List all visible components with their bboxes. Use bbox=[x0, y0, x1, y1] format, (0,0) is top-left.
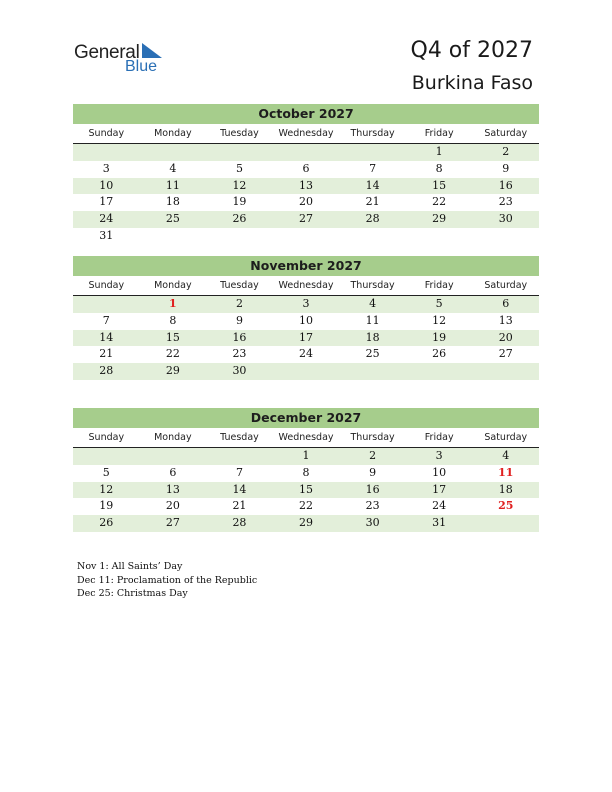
weekday-label: Monday bbox=[154, 128, 192, 139]
weekday-header-row bbox=[73, 126, 539, 144]
date-cell: 26 bbox=[432, 347, 447, 361]
weekday-label: Thursday bbox=[350, 432, 395, 443]
date-cell: 5 bbox=[435, 297, 443, 310]
date-cell: 31 bbox=[99, 228, 114, 242]
date-cell: 6 bbox=[502, 297, 510, 310]
weekday-label: Friday bbox=[424, 128, 454, 139]
weekday-label: Wednesday bbox=[278, 128, 334, 139]
date-cell: 28 bbox=[365, 212, 380, 226]
week-row bbox=[73, 346, 539, 363]
date-cell: 2 bbox=[502, 145, 510, 158]
week-row bbox=[73, 515, 539, 532]
date-cell: 19 bbox=[99, 499, 114, 513]
week-row bbox=[73, 330, 539, 347]
week-row bbox=[73, 313, 539, 330]
month-title: October 2027 bbox=[73, 104, 539, 124]
date-cell: 1 bbox=[435, 145, 443, 158]
date-cell: 10 bbox=[99, 178, 114, 192]
date-cell: 16 bbox=[365, 482, 380, 496]
date-cell: 18 bbox=[165, 195, 180, 209]
date-cell: 29 bbox=[165, 364, 180, 378]
weekday-label: Thursday bbox=[350, 128, 395, 139]
date-cell: 17 bbox=[432, 482, 447, 496]
week-row bbox=[73, 194, 539, 211]
weekday-label: Tuesday bbox=[220, 280, 259, 291]
date-cell: 23 bbox=[365, 499, 380, 513]
date-cell: 30 bbox=[365, 516, 380, 530]
date-cell bbox=[140, 228, 207, 245]
date-cell: 27 bbox=[165, 516, 180, 530]
date-cell: 26 bbox=[99, 516, 114, 530]
weekday-label: Saturday bbox=[484, 280, 528, 291]
date-cell: 28 bbox=[232, 516, 247, 530]
date-cell: 12 bbox=[232, 178, 247, 192]
holiday-notes bbox=[77, 560, 257, 601]
date-cell bbox=[406, 363, 473, 380]
date-cell: 10 bbox=[432, 465, 447, 479]
date-cell bbox=[140, 144, 207, 161]
date-cell: 9 bbox=[502, 161, 510, 175]
date-cell: 13 bbox=[165, 482, 180, 496]
date-cell: 5 bbox=[102, 465, 110, 479]
weekday-label: Sunday bbox=[88, 432, 125, 443]
week-row bbox=[73, 144, 539, 161]
page-title: Q4 of 2027 bbox=[410, 38, 533, 63]
date-cell bbox=[472, 363, 539, 380]
date-cell: 19 bbox=[232, 195, 247, 209]
date-cell bbox=[273, 228, 340, 245]
date-cell bbox=[206, 448, 273, 465]
date-cell: 20 bbox=[165, 499, 180, 513]
date-cell: 16 bbox=[498, 178, 513, 192]
date-cell: 16 bbox=[232, 330, 247, 344]
date-cell: 24 bbox=[432, 499, 447, 513]
date-cell: 17 bbox=[299, 330, 314, 344]
date-cell: 31 bbox=[432, 516, 447, 530]
weekday-label: Tuesday bbox=[220, 432, 259, 443]
date-cell: 17 bbox=[99, 195, 114, 209]
date-cell: 23 bbox=[498, 195, 513, 209]
weekday-label: Monday bbox=[154, 432, 192, 443]
date-cell: 8 bbox=[435, 161, 443, 175]
week-row bbox=[73, 178, 539, 195]
weekday-label: Monday bbox=[154, 280, 192, 291]
date-cell: 2 bbox=[369, 449, 377, 462]
weekday-header-row bbox=[73, 430, 539, 448]
week-row bbox=[73, 211, 539, 228]
date-cell: 20 bbox=[498, 330, 513, 344]
holiday-date-cell: 1 bbox=[169, 297, 177, 310]
date-cell: 30 bbox=[232, 364, 247, 378]
date-cell: 21 bbox=[232, 499, 247, 513]
weekday-label: Wednesday bbox=[278, 280, 334, 291]
month-title: November 2027 bbox=[73, 256, 539, 276]
month-calendar bbox=[73, 408, 539, 532]
date-cell: 25 bbox=[165, 212, 180, 226]
date-cell: 14 bbox=[99, 330, 114, 344]
date-cell: 2 bbox=[235, 297, 243, 310]
logo-triangle-icon bbox=[142, 43, 164, 59]
date-cell: 15 bbox=[165, 330, 180, 344]
month-title: December 2027 bbox=[73, 408, 539, 428]
date-cell: 7 bbox=[369, 161, 377, 175]
week-row bbox=[73, 161, 539, 178]
date-cell bbox=[273, 363, 340, 380]
holiday-date-cell: 11 bbox=[498, 465, 514, 479]
date-cell bbox=[339, 228, 406, 245]
date-cell: 18 bbox=[498, 482, 513, 496]
weekday-label: Sunday bbox=[88, 128, 125, 139]
date-cell: 27 bbox=[299, 212, 314, 226]
date-cell: 22 bbox=[432, 195, 447, 209]
date-cell: 18 bbox=[365, 330, 380, 344]
date-cell: 9 bbox=[235, 313, 243, 327]
date-cell bbox=[339, 144, 406, 161]
date-cell: 12 bbox=[432, 313, 447, 327]
date-cell bbox=[73, 296, 140, 313]
date-cell: 23 bbox=[232, 347, 247, 361]
week-row bbox=[73, 363, 539, 380]
date-cell bbox=[73, 448, 140, 465]
date-cell: 3 bbox=[302, 297, 310, 310]
weekday-label: Saturday bbox=[484, 432, 528, 443]
date-cell: 30 bbox=[498, 212, 513, 226]
date-cell: 6 bbox=[302, 161, 310, 175]
date-cell: 26 bbox=[232, 212, 247, 226]
holiday-note: Dec 11: Proclamation of the Republic bbox=[77, 574, 258, 586]
date-cell: 8 bbox=[169, 313, 177, 327]
date-cell bbox=[206, 228, 273, 245]
week-row bbox=[73, 482, 539, 499]
date-cell: 20 bbox=[299, 195, 314, 209]
date-cell: 7 bbox=[235, 465, 243, 479]
date-cell: 6 bbox=[169, 465, 177, 479]
date-cell: 21 bbox=[365, 195, 380, 209]
month-calendar bbox=[73, 256, 539, 380]
weekday-label: Wednesday bbox=[278, 432, 334, 443]
date-cell bbox=[206, 144, 273, 161]
date-cell: 21 bbox=[99, 347, 114, 361]
date-cell: 14 bbox=[365, 178, 380, 192]
date-cell: 8 bbox=[302, 465, 310, 479]
weekday-label: Sunday bbox=[88, 280, 125, 291]
date-cell: 15 bbox=[432, 178, 447, 192]
weekday-header-row bbox=[73, 278, 539, 296]
date-cell: 28 bbox=[99, 364, 114, 378]
date-cell: 29 bbox=[299, 516, 314, 530]
date-cell: 3 bbox=[435, 449, 443, 462]
date-cell bbox=[273, 144, 340, 161]
holiday-date-cell: 25 bbox=[498, 499, 514, 513]
date-cell: 13 bbox=[498, 313, 513, 327]
date-cell: 24 bbox=[299, 347, 314, 361]
date-cell: 4 bbox=[502, 449, 510, 462]
date-cell: 11 bbox=[165, 178, 180, 192]
weekday-label: Saturday bbox=[484, 128, 528, 139]
date-cell: 1 bbox=[302, 449, 310, 462]
date-cell: 11 bbox=[365, 313, 380, 327]
date-cell: 24 bbox=[99, 212, 114, 226]
weekday-label: Thursday bbox=[350, 280, 395, 291]
brand-logo bbox=[74, 42, 174, 78]
date-cell: 12 bbox=[99, 482, 114, 496]
logo-word-general: General bbox=[74, 42, 140, 63]
weekday-label: Friday bbox=[424, 280, 454, 291]
date-cell: 13 bbox=[299, 178, 314, 192]
date-cell bbox=[73, 144, 140, 161]
date-cell: 3 bbox=[102, 161, 110, 175]
date-cell: 10 bbox=[299, 313, 314, 327]
date-cell: 15 bbox=[299, 482, 314, 496]
date-cell: 27 bbox=[498, 347, 513, 361]
date-cell bbox=[339, 363, 406, 380]
date-cell: 4 bbox=[169, 161, 177, 175]
week-row bbox=[73, 448, 539, 465]
date-cell: 29 bbox=[432, 212, 447, 226]
week-row bbox=[73, 228, 539, 245]
week-row bbox=[73, 296, 539, 313]
date-cell: 22 bbox=[299, 499, 314, 513]
holiday-note: Nov 1: All Saints’ Day bbox=[77, 561, 183, 572]
date-cell bbox=[406, 228, 473, 245]
date-cell bbox=[472, 228, 539, 245]
week-row bbox=[73, 498, 539, 515]
date-cell: 14 bbox=[232, 482, 247, 496]
date-cell: 22 bbox=[165, 347, 180, 361]
weekday-label: Tuesday bbox=[220, 128, 259, 139]
date-cell bbox=[472, 515, 539, 532]
date-cell bbox=[140, 448, 207, 465]
date-cell: 25 bbox=[365, 347, 380, 361]
date-cell: 7 bbox=[102, 313, 110, 327]
date-cell: 19 bbox=[432, 330, 447, 344]
date-cell: 9 bbox=[369, 465, 377, 479]
logo-word-blue: Blue bbox=[125, 58, 158, 75]
date-cell: 5 bbox=[235, 161, 243, 175]
week-row bbox=[73, 465, 539, 482]
month-calendar bbox=[73, 104, 539, 245]
weekday-label: Friday bbox=[424, 432, 454, 443]
date-cell: 4 bbox=[369, 297, 377, 310]
country-name: Burkina Faso bbox=[411, 72, 533, 94]
holiday-note: Dec 25: Christmas Day bbox=[77, 588, 188, 599]
